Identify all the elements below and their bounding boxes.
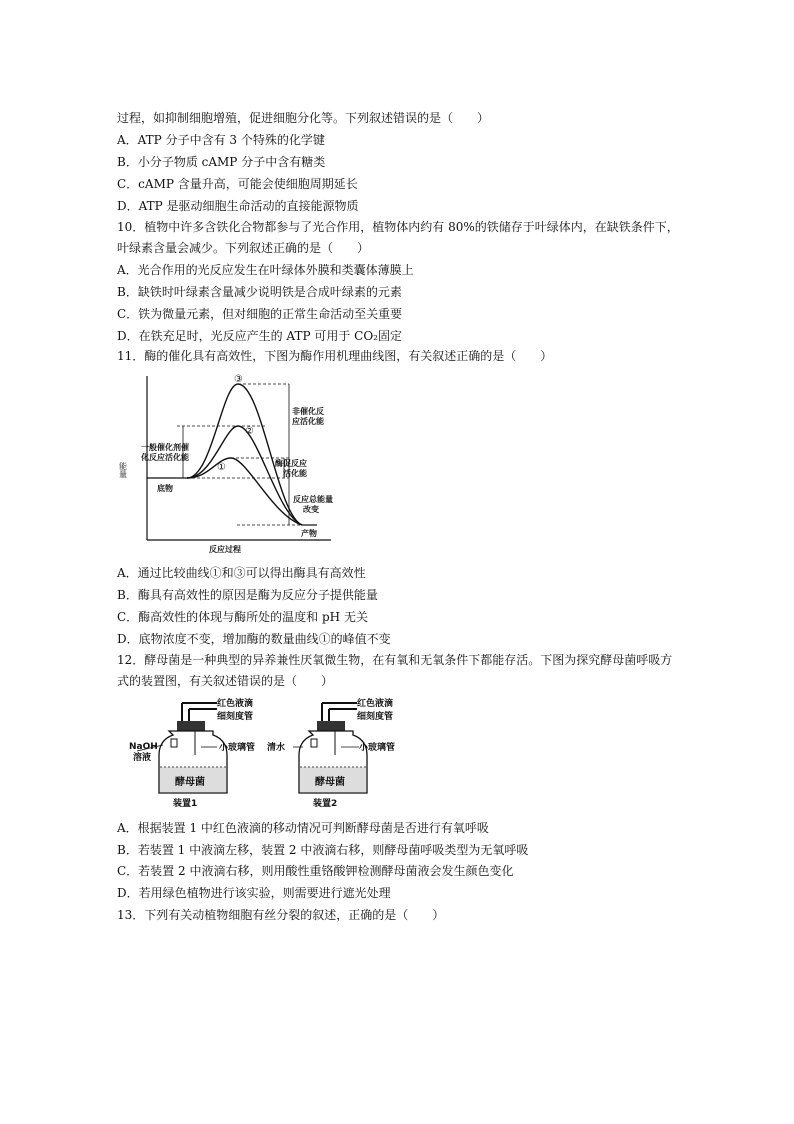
axis-x-label: 反应过程 [209, 545, 241, 554]
q12-option-a: A．根据装置 1 中红色液滴的移动情况可判断酵母菌是否进行有氧呼吸 [117, 821, 489, 835]
total-energy-label: 反应总能量 改变 [293, 495, 333, 514]
q12-option-b: B．若装置 1 中液滴左移，装置 2 中液滴右移，则酵母菌呼吸类型为无氧呼吸 [117, 843, 529, 857]
q12-option-d: D．若用绿色植物进行该实验，则需要进行遮光处理 [117, 886, 391, 900]
q10-stem-cont: 叶绿素含量会减少。下列叙述正确的是（ ） [117, 241, 370, 255]
uncatalyzed-label: 非催化反 应活化能 [292, 407, 324, 426]
product-label: 产物 [301, 529, 317, 538]
q11-option-b: B．酶具有高效性的原因是酶为反应分子提供能量 [117, 588, 378, 602]
device1-red-drop-label: 红色液滴 [217, 699, 254, 709]
device1-yeast-label: 酵母菌 [175, 777, 205, 788]
device2-fine-tube-label: 细刻度管 [357, 712, 394, 722]
enzyme-activation-label: 酶促反应 活化能 [275, 459, 307, 478]
q9-stem-cont: 过程，如抑制细胞增殖，促进细胞分化等。下列叙述错误的是（ ） [117, 111, 490, 125]
device2-label: 装置2 [313, 799, 338, 809]
q10-stem: 10．植物中许多含铁化合物都参与了光合作用，植物体内约有 80%的铁储存于叶绿体内，在缺铁条件下， [117, 220, 679, 234]
curve-3 [187, 384, 302, 525]
q12-stem-cont: 式的装置图，有关叙述错误的是（ ） [117, 674, 334, 688]
q13-stem: 13．下列有关动植物细胞有丝分裂的叙述，正确的是（ ） [117, 908, 445, 922]
water-label: 清水 [267, 743, 286, 753]
device-2 [267, 697, 395, 809]
device1-small-tube-label: 小玻璃管 [219, 743, 256, 753]
q10-option-c: C．铁为微量元素，但对细胞的正常生命活动至关重要 [117, 307, 403, 321]
q9-option-d: D．ATP 是驱动细胞生命活动的直接能源物质 [117, 199, 359, 213]
axis-y-label: 能量 [118, 462, 128, 478]
device2-yeast-label: 酵母菌 [315, 777, 345, 788]
general-catalyst-label: 一般催化剂催 化反应活化能 [141, 443, 189, 462]
curve-3-label: ③ [234, 374, 243, 385]
device-1 [129, 697, 255, 809]
q12-option-c: C．若装置 2 中液滴右移，则用酸性重铬酸钾检测酵母菌液会发生颜色变化 [117, 864, 514, 878]
q9-option-a: A．ATP 分子中含有 3 个特殊的化学键 [117, 133, 325, 147]
device2-red-drop-label: 红色液滴 [357, 699, 394, 709]
q12-stem: 12．酵母菌是一种典型的异养兼性厌氧微生物，在有氧和无氧条件下都能存活。下图为探究酵母菌呼吸方 [117, 653, 673, 667]
enzyme-energy-diagram [117, 370, 337, 558]
q10-option-d: D．在铁充足时，光反应产生的 ATP 可用于 CO₂固定 [117, 329, 402, 343]
q10-option-a: A．光合作用的光反应发生在叶绿体外膜和类囊体薄膜上 [117, 263, 414, 277]
substrate-label: 底物 [157, 484, 173, 493]
device1-label: 装置1 [173, 799, 198, 809]
q11-stem: 11．酶的催化具有高效性，下图为酶作用机理曲线图，有关叙述正确的是（ ） [117, 349, 553, 363]
device2-small-tube-label: 小玻璃管 [359, 743, 396, 753]
q9-option-b: B．小分子物质 cAMP 分子中含有糖类 [117, 155, 326, 169]
curve-1-label: ① [217, 462, 226, 473]
q11-option-d: D．底物浓度不变，增加酶的数量曲线①的峰值不变 [117, 632, 391, 646]
yeast-apparatus-diagram [117, 695, 417, 813]
q11-option-a: A．通过比较曲线①和③可以得出酶具有高效性 [117, 566, 366, 580]
q10-option-b: B．缺铁时叶绿素含量减少说明铁是合成叶绿素的元素 [117, 285, 402, 299]
naoh-label: NaOH 溶液 [129, 742, 158, 763]
q11-option-c: C．酶高效性的体现与酶所处的温度和 pH 无关 [117, 610, 368, 624]
device1-fine-tube-label: 细刻度管 [217, 712, 254, 722]
curve-2-label: ② [245, 426, 254, 437]
q9-option-c: C．cAMP 含量升高，可能会使细胞周期延长 [117, 177, 358, 191]
